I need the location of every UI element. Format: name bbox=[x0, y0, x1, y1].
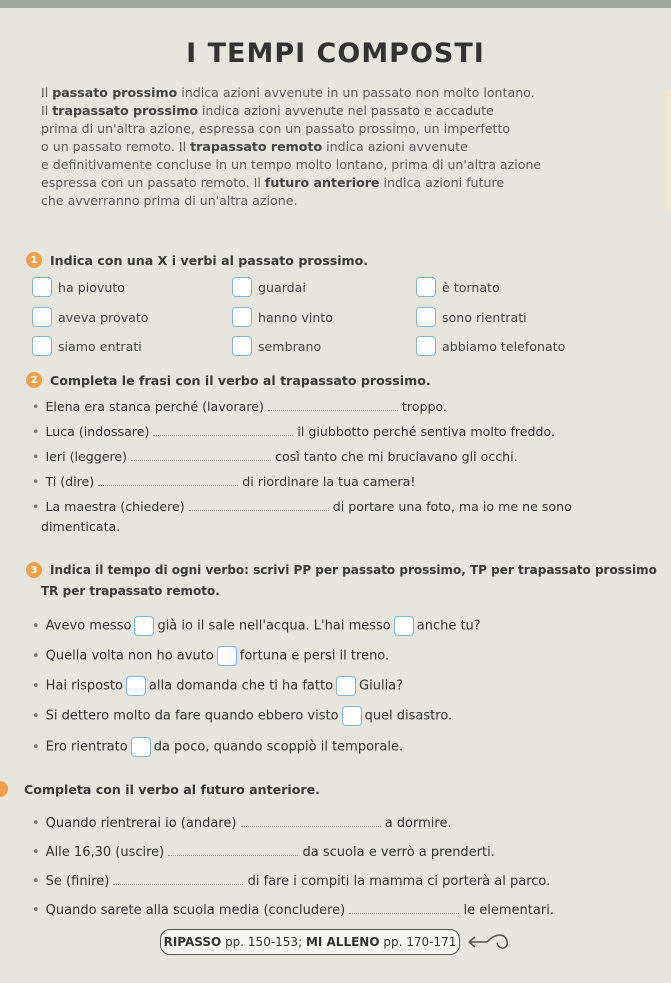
checkbox-option[interactable]: abbiamo telefonato bbox=[416, 336, 565, 356]
checkbox[interactable] bbox=[232, 336, 252, 356]
exercise-3-heading: 3 Indica il tempo di ogni verbo: scrivi PP per passato prossimo, TP per trapassato prossimo bbox=[26, 562, 657, 578]
sentence: • Ti (dire) di riordinare la tua camera! bbox=[32, 474, 416, 489]
checkbox-option[interactable]: sembrano bbox=[232, 336, 321, 356]
answer-blank[interactable] bbox=[268, 399, 398, 411]
checkbox[interactable] bbox=[32, 336, 52, 356]
exercise-number-badge: 1 bbox=[26, 252, 42, 268]
checkbox-row bbox=[32, 307, 632, 333]
checkbox-option[interactable]: ha piovuto bbox=[32, 277, 125, 297]
checkbox-row bbox=[32, 277, 632, 303]
side-tab bbox=[665, 90, 671, 210]
checkbox-option[interactable]: guardai bbox=[232, 277, 306, 297]
back-arrow-icon bbox=[465, 929, 525, 955]
answer-box[interactable] bbox=[336, 676, 356, 696]
sentence: • Quando sarete alla scuola media (concludere) le elementari. bbox=[32, 903, 554, 918]
checkbox-option[interactable]: hanno vinto bbox=[232, 307, 333, 327]
checkbox[interactable] bbox=[232, 277, 252, 297]
exercise-2-heading: 2 Completa le frasi con il verbo al trapassato prossimo. bbox=[26, 372, 431, 388]
checkbox-option[interactable]: siamo entrati bbox=[32, 336, 142, 356]
checkbox[interactable] bbox=[232, 307, 252, 327]
checkbox-option[interactable]: sono rientrati bbox=[416, 307, 527, 327]
exercise-number-badge: 3 bbox=[26, 562, 42, 578]
review-reference-box: RIPASSO pp. 150-153; MI ALLENO pp. 170-171 bbox=[160, 929, 460, 955]
checkbox[interactable] bbox=[416, 336, 436, 356]
checkbox-option[interactable]: è tornato bbox=[416, 277, 500, 297]
answer-blank[interactable] bbox=[349, 902, 459, 914]
answer-blank[interactable] bbox=[241, 815, 381, 827]
exercise-4-heading: Completa con il verbo al futuro anteriore. bbox=[26, 781, 320, 797]
answer-blank[interactable] bbox=[189, 499, 329, 511]
answer-blank[interactable] bbox=[153, 424, 293, 436]
sentence: • Alle 16,30 (uscire) da scuola e verrò a prenderti. bbox=[32, 845, 495, 860]
sentence: • Ero rientrato da poco, quando scoppiò il temporale. bbox=[32, 737, 403, 757]
checkbox[interactable] bbox=[416, 277, 436, 297]
answer-box[interactable] bbox=[217, 646, 237, 666]
sentence: • Luca (indossare) il giubbotto perché sentiva molto freddo. bbox=[32, 424, 556, 439]
sentence-continuation: dimenticata. bbox=[41, 519, 121, 534]
checkbox-option[interactable]: aveva provato bbox=[32, 307, 149, 327]
page-title: I TEMPI COMPOSTI bbox=[186, 38, 485, 69]
checkbox-row bbox=[32, 336, 632, 362]
answer-box[interactable] bbox=[126, 676, 146, 696]
sentence: • Si dettero molto da fare quando ebbero visto quel disastro. bbox=[32, 706, 452, 726]
answer-box[interactable] bbox=[134, 616, 154, 636]
answer-box[interactable] bbox=[131, 737, 151, 757]
sentence: • La maestra (chiedere) di portare una foto, ma io me ne sono bbox=[32, 499, 572, 514]
top-strip bbox=[0, 0, 671, 8]
sentence: • Se (finire) di fare i compiti la mamma ci porterà al parco. bbox=[32, 874, 551, 889]
sentence: • Hai risposto alla domanda che ti ha fatto Giulia? bbox=[32, 676, 403, 696]
exercise-3-instruction-cont: TR per trapassato remoto. bbox=[41, 584, 220, 598]
exercise-number-badge: 2 bbox=[26, 372, 42, 388]
sentence: • Quando rientrerai io (andare) a dormire. bbox=[32, 816, 452, 831]
intro-paragraph: Il passato prossimo indica azioni avvenute in un passato non molto lontano. Il trapassato prossimo indica azioni avvenute nel passato e accadute prima di un'altra azione, espressa con un passato prossimo, un imperfetto o un passato remoto. Il trapassato remoto indica azioni avvenute e definitivamente concluse in un tempo molto lontano, prima di un'altra azione espressa con un passato remoto. Il futuro anteriore indica azioni future che avverranno prima di un'altra azione. bbox=[41, 85, 542, 208]
answer-blank[interactable] bbox=[168, 844, 298, 856]
exercise-number-badge bbox=[0, 781, 8, 797]
checkbox[interactable] bbox=[416, 307, 436, 327]
answer-blank[interactable] bbox=[131, 449, 271, 461]
sentence: • Elena era stanca perché (lavorare) troppo. bbox=[32, 399, 447, 414]
answer-blank[interactable] bbox=[98, 474, 238, 486]
sentence: • Quella volta non ho avuto fortuna e persi il treno. bbox=[32, 646, 389, 666]
checkbox[interactable] bbox=[32, 277, 52, 297]
exercise-1-heading: 1 Indica con una X i verbi al passato prossimo. bbox=[26, 252, 368, 268]
answer-box[interactable] bbox=[394, 616, 414, 636]
sentence: • Avevo messo già io il sale nell'acqua. L'hai messo anche tu? bbox=[32, 616, 481, 636]
answer-blank[interactable] bbox=[113, 873, 243, 885]
answer-box[interactable] bbox=[342, 706, 362, 726]
checkbox[interactable] bbox=[32, 307, 52, 327]
sentence: • Ieri (leggere) così tanto che mi bruciavano gli occhi. bbox=[32, 449, 518, 464]
